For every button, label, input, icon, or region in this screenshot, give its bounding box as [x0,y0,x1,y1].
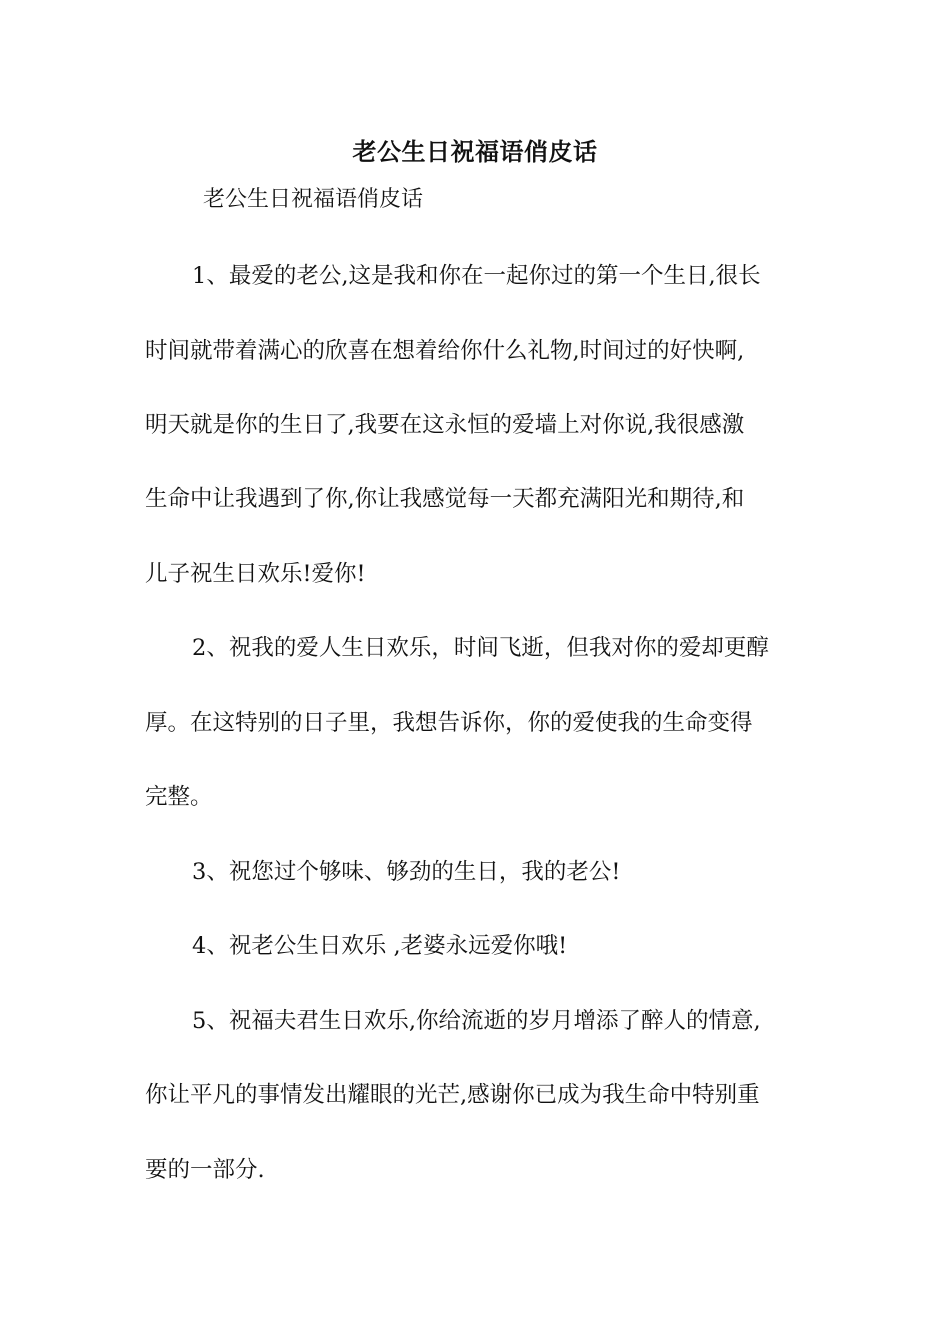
paragraph-1-line-2: 时间就带着满心的欣喜在想着给你什么礼物,时间过的好快啊, [145,338,745,364]
paragraph-1-line-3: 明天就是你的生日了,我要在这永恒的爱墙上对你说,我很感激 [145,412,745,438]
paragraph-2-line-2: 厚。在这特别的日子里，我想告诉你，你的爱使我的生命变得 [145,710,753,736]
paragraph-2-line-3: 完整。 [145,784,213,810]
paragraph-1-line-1: 1、最爱的老公,这是我和你在一起你过的第一个生日,很长 [192,263,761,289]
paragraph-2-line-1: 2、祝我的爱人生日欢乐，时间飞逝，但我对你的爱却更醇 [192,635,769,661]
document-title: 老公生日祝福语俏皮话 [352,137,598,166]
document-subtitle: 老公生日祝福语俏皮话 [203,187,424,212]
paragraph-4-line-1: 4、祝老公生日欢乐 ,老婆永远爱你哦! [192,933,568,959]
paragraph-1-line-5: 儿子祝生日欢乐!爱你! [145,561,366,587]
paragraph-5-line-1: 5、祝福夫君生日欢乐,你给流逝的岁月增添了醉人的情意, [192,1008,761,1034]
paragraph-5-line-3: 要的一部分. [145,1157,265,1183]
paragraph-5-line-2: 你让平凡的事情发出耀眼的光芒,感谢你已成为我生命中特别重 [145,1082,760,1108]
paragraph-1-line-4: 生命中让我遇到了你,你让我感觉每一天都充满阳光和期待,和 [145,486,745,512]
paragraph-3-line-1: 3、祝您过个够味、够劲的生日，我的老公! [192,859,621,885]
